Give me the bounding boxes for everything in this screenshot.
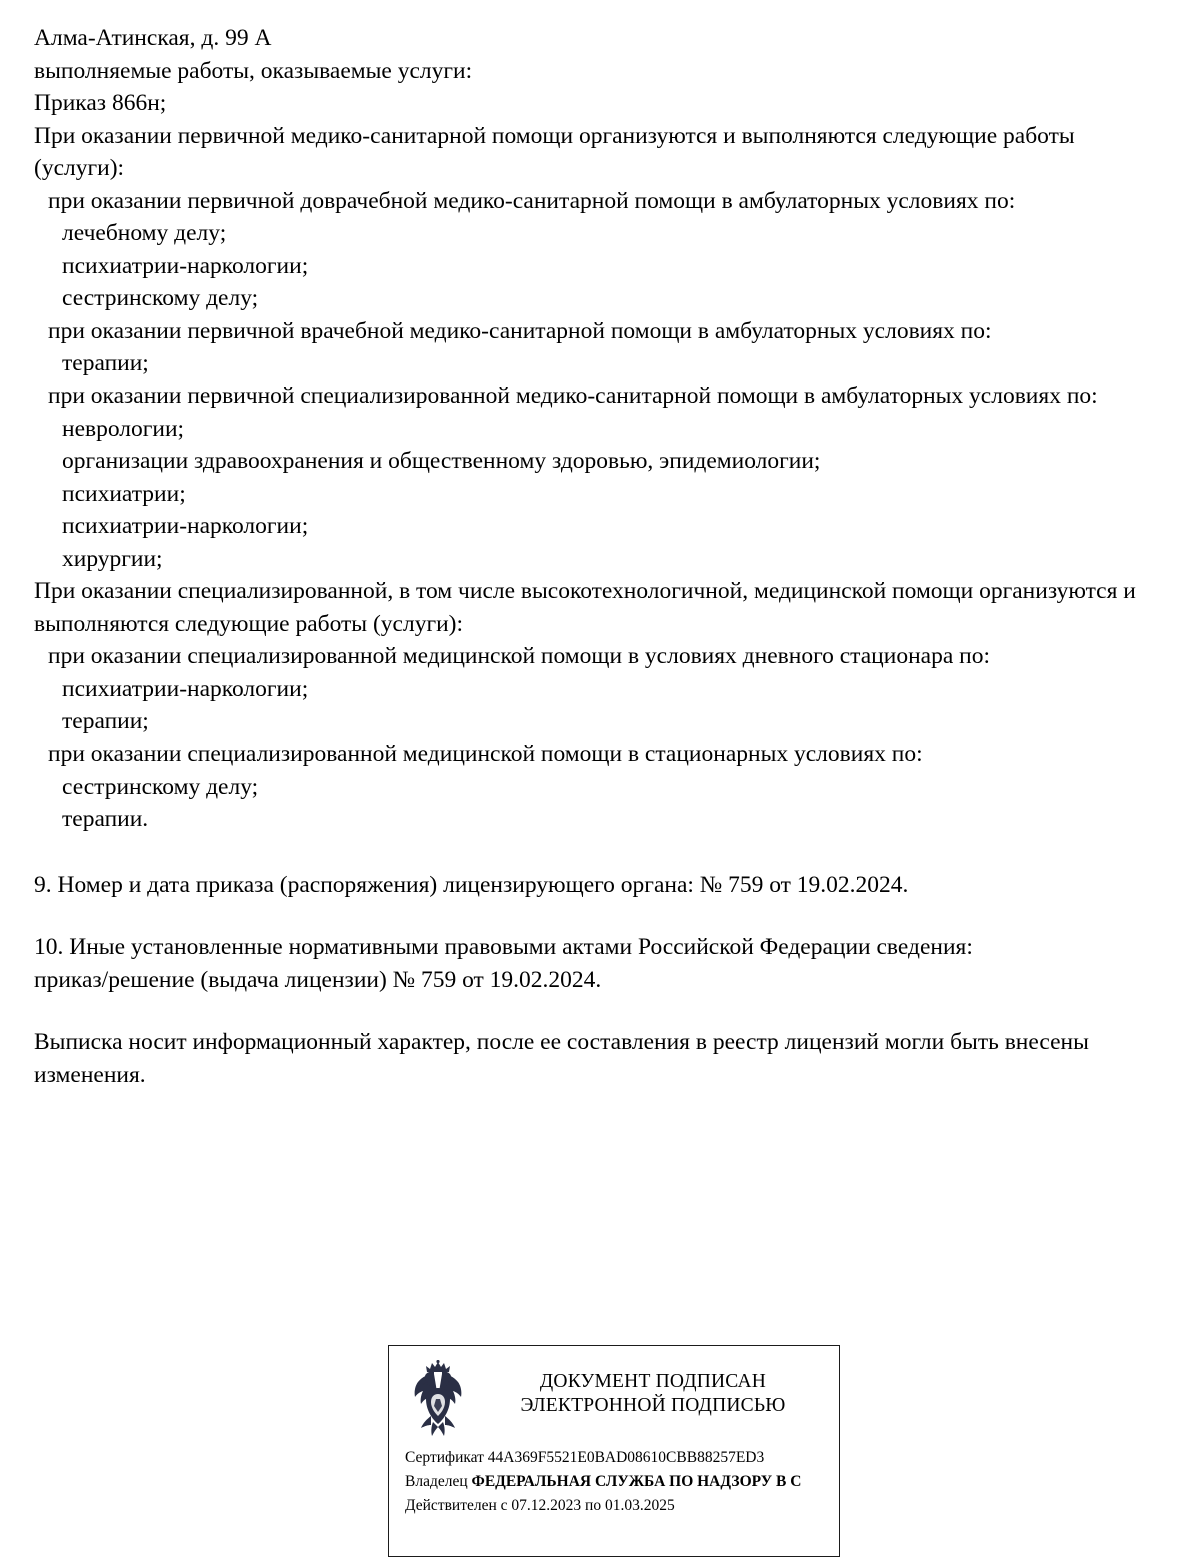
- stamp-owner-row: [405, 1470, 829, 1494]
- stamp-details: [399, 1446, 829, 1518]
- stamp-validity-label: Действителен с: [405, 1497, 508, 1515]
- document-line: лечебному делу;: [62, 220, 227, 247]
- document-line: хирургии;: [62, 545, 163, 572]
- stamp-title: [483, 1358, 829, 1419]
- document-line: При оказании первичной медико-санитарной помощи организуются и выполняются следующие работы (услуги):: [34, 122, 1081, 182]
- stamp-title-line-1: ДОКУМЕНТ ПОДПИСАН: [539, 1371, 767, 1392]
- document-line: организации здравоохранения и общественному здоровью, эпидемиологии;: [62, 448, 821, 475]
- other-information-line-1: 10. Иные установленные нормативными правовыми актами Российской Федерации сведения:: [34, 934, 973, 961]
- russian-coat-of-arms-icon: [403, 1360, 473, 1436]
- stamp-box: [388, 1345, 840, 1557]
- document-line: терапии;: [62, 350, 149, 377]
- order-number-and-date: 9. Номер и дата приказа (распоряжения) лицензирующего органа: № 759 от 19.02.2024.: [34, 871, 909, 898]
- document-line: при оказании специализированной медицинской помощи в стационарных условиях по:: [48, 741, 923, 768]
- spacer: [34, 996, 1166, 1026]
- document-line: сестринскому делу;: [62, 285, 259, 312]
- document-body: [34, 22, 1166, 1091]
- stamp-title-line-2: ЭЛЕКТРОННОЙ ПОДПИСЬЮ: [520, 1395, 786, 1417]
- spacer: [34, 901, 1166, 931]
- stamp-header: [399, 1358, 829, 1436]
- document-line: психиатрии-наркологии;: [62, 252, 309, 279]
- document-line: при оказании первичной специализированной медико-санитарной помощи в амбулаторных условиях по:: [48, 383, 1098, 410]
- document-line: При оказании специализированной, в том числе высокотехнологичной, медицинской помощи организуются и выполняются следующие работы (услуги):: [34, 578, 1142, 637]
- electronic-signature-stamp: [388, 1345, 840, 1557]
- stamp-certificate-label: Сертификат: [405, 1449, 484, 1466]
- document-line: при оказании первичной доврачебной медико-санитарной помощи в амбулаторных условиях по:: [48, 187, 1016, 214]
- document-line: при оказании первичной врачебной медико-санитарной помощи в амбулаторных условиях по:: [48, 317, 992, 344]
- stamp-certificate-value: 44A369F5521E0BAD08610CBB88257ED3: [487, 1449, 765, 1466]
- document-line: терапии.: [62, 806, 149, 833]
- document-line: психиатрии-наркологии;: [62, 513, 309, 540]
- other-information-line-2: приказ/решение (выдача лицензии) № 759 от 19.02.2024.: [34, 966, 602, 993]
- stamp-owner-value: ФЕДЕРАЛЬНАЯ СЛУЖБА ПО НАДЗОРУ В С: [471, 1473, 802, 1491]
- stamp-certificate-row: [405, 1446, 829, 1470]
- stamp-owner-label: Владелец: [405, 1473, 468, 1491]
- document-line: Алма-Атинская, д. 99 А: [34, 25, 272, 51]
- document-line: психиатрии;: [62, 480, 186, 507]
- stamp-validity-row: [405, 1494, 829, 1518]
- document-line: Приказ 866н;: [34, 90, 167, 117]
- document-line: выполняемые работы, оказываемые услуги:: [34, 57, 473, 84]
- document-line: при оказании специализированной медицинской помощи в условиях дневного стационара по:: [48, 643, 990, 670]
- informational-note: Выписка носит информационный характер, после ее составления в реестр лицензий могли быть внесены изменения.: [34, 1029, 1095, 1088]
- spacer: [34, 836, 1166, 869]
- document-line: сестринскому делу;: [62, 773, 259, 800]
- document-line: неврологии;: [62, 415, 185, 442]
- stamp-validity-value: 07.12.2023 по 01.03.2025: [511, 1497, 675, 1515]
- document-line: психиатрии-наркологии;: [62, 675, 309, 702]
- document-line: терапии;: [62, 708, 149, 735]
